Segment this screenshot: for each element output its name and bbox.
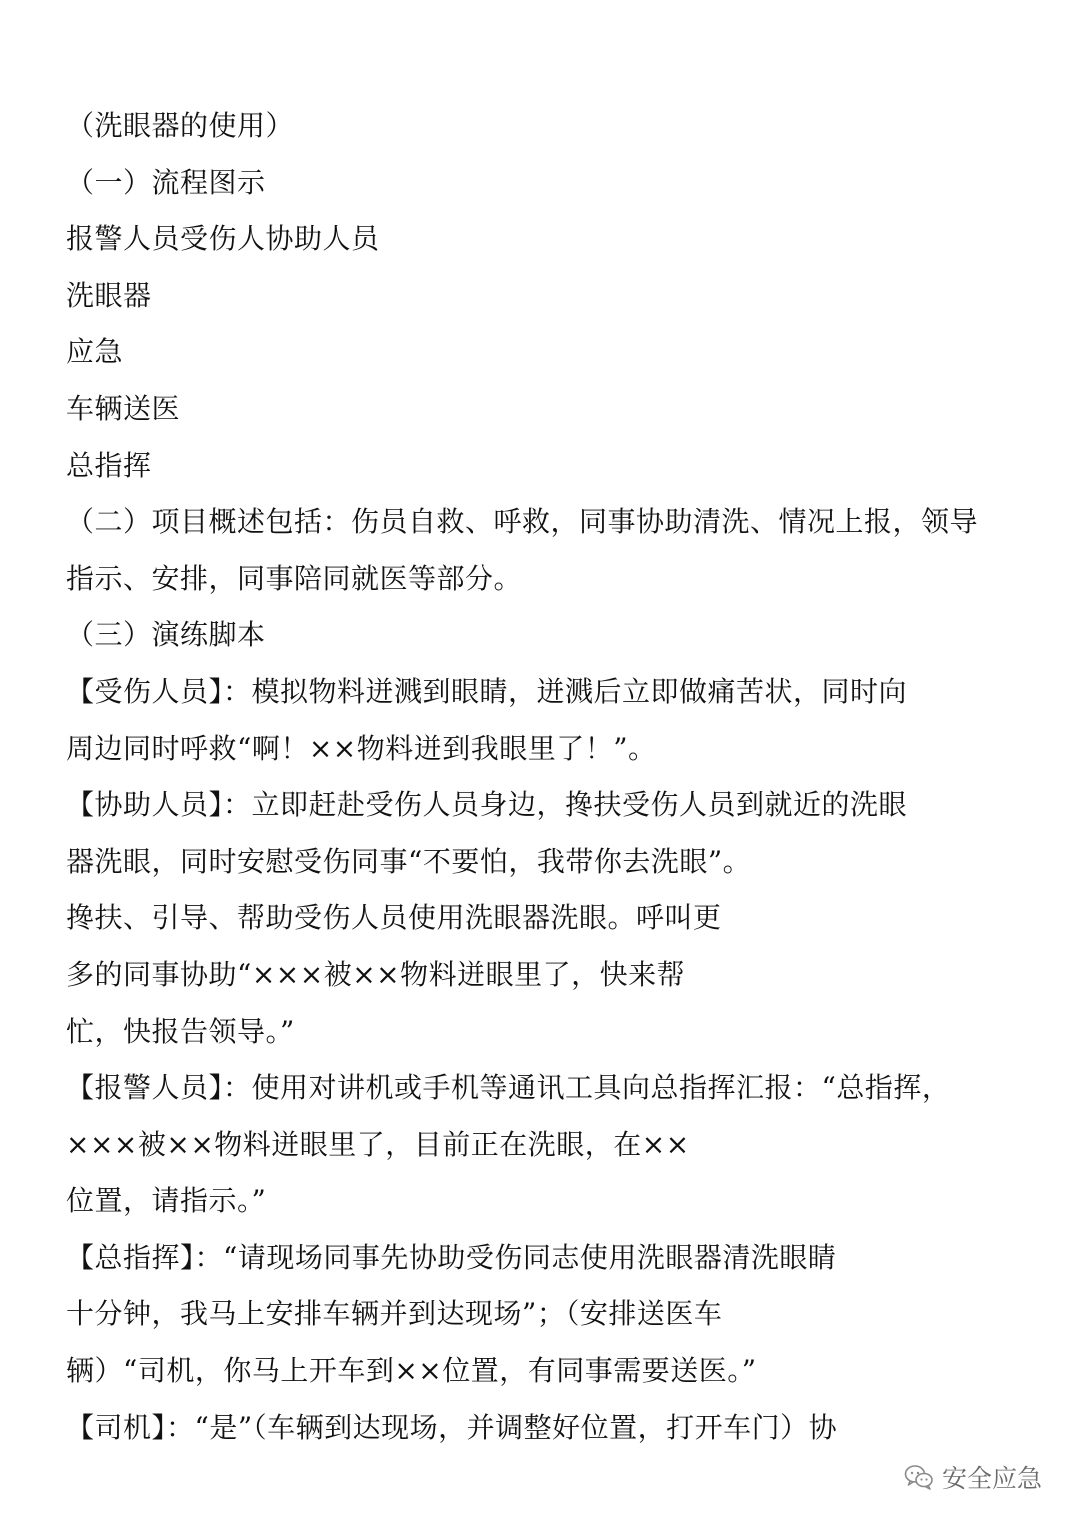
document-body	[66, 98, 1026, 1456]
wechat-icon	[904, 1464, 934, 1490]
script-reporter-1: 【报警人员】：使用对讲机或手机等通讯工具向总指挥汇报：“总指挥，	[66, 1071, 951, 1105]
script-commander-2: 十分钟，我马上安排车辆并到达现场”；（安排送医车	[66, 1297, 723, 1331]
script-assistant-4: 多的同事协助“×××被××物料迸眼里了，快来帮	[66, 957, 686, 991]
heading-flowchart: （一）流程图示	[66, 165, 266, 199]
flow-roles: 报警人员受伤人协助人员	[66, 222, 380, 256]
script-commander-1: 【总指挥】：“请现场同事先协助受伤同志使用洗眼器清洗眼睛	[66, 1240, 837, 1274]
overview-line-1: （二）项目概述包括：伤员自救、呼救，同事协助清洗、情况上报，领导	[66, 505, 979, 539]
script-driver-1: 【司机】：“是”（车辆到达现场，并调整好位置，打开车门）协	[66, 1410, 838, 1444]
script-reporter-2: ×××被××物料迸眼里了，目前正在洗眼，在××	[66, 1127, 690, 1161]
script-assistant-5: 忙，快报告领导。”	[66, 1014, 295, 1048]
script-reporter-3: 位置，请指示。”	[66, 1184, 267, 1218]
script-injured-2: 周边同时呼救“啊！××物料迸到我眼里了！”。	[66, 731, 657, 765]
script-assistant-1: 【协助人员】：立即赶赴受伤人员身边，搀扶受伤人员到就近的洗眼	[66, 788, 908, 822]
watermark	[904, 1459, 1042, 1495]
script-injured-1: 【受伤人员】：模拟物料迸溅到眼睛，迸溅后立即做痛苦状，同时向	[66, 674, 908, 708]
flow-commander: 总指挥	[66, 448, 152, 482]
script-assistant-3: 搀扶、引导、帮助受伤人员使用洗眼器洗眼。呼叫更	[66, 901, 722, 935]
flow-eyewash: 洗眼器	[66, 278, 152, 312]
heading-script: （三）演练脚本	[66, 618, 266, 652]
flow-vehicle: 车辆送医	[66, 391, 181, 425]
script-assistant-2: 器洗眼，同时安慰受伤同事“不要怕，我带你去洗眼”。	[66, 844, 752, 878]
script-commander-3: 辆）“司机，你马上开车到××位置，有同事需要送医。”	[66, 1354, 757, 1388]
watermark-text: 安全应急	[941, 1464, 1042, 1493]
section-subtitle: （洗眼器的使用）	[66, 109, 295, 142]
flow-emergency: 应急	[66, 335, 124, 369]
overview-line-2: 指示、安排，同事陪同就医等部分。	[66, 561, 523, 595]
